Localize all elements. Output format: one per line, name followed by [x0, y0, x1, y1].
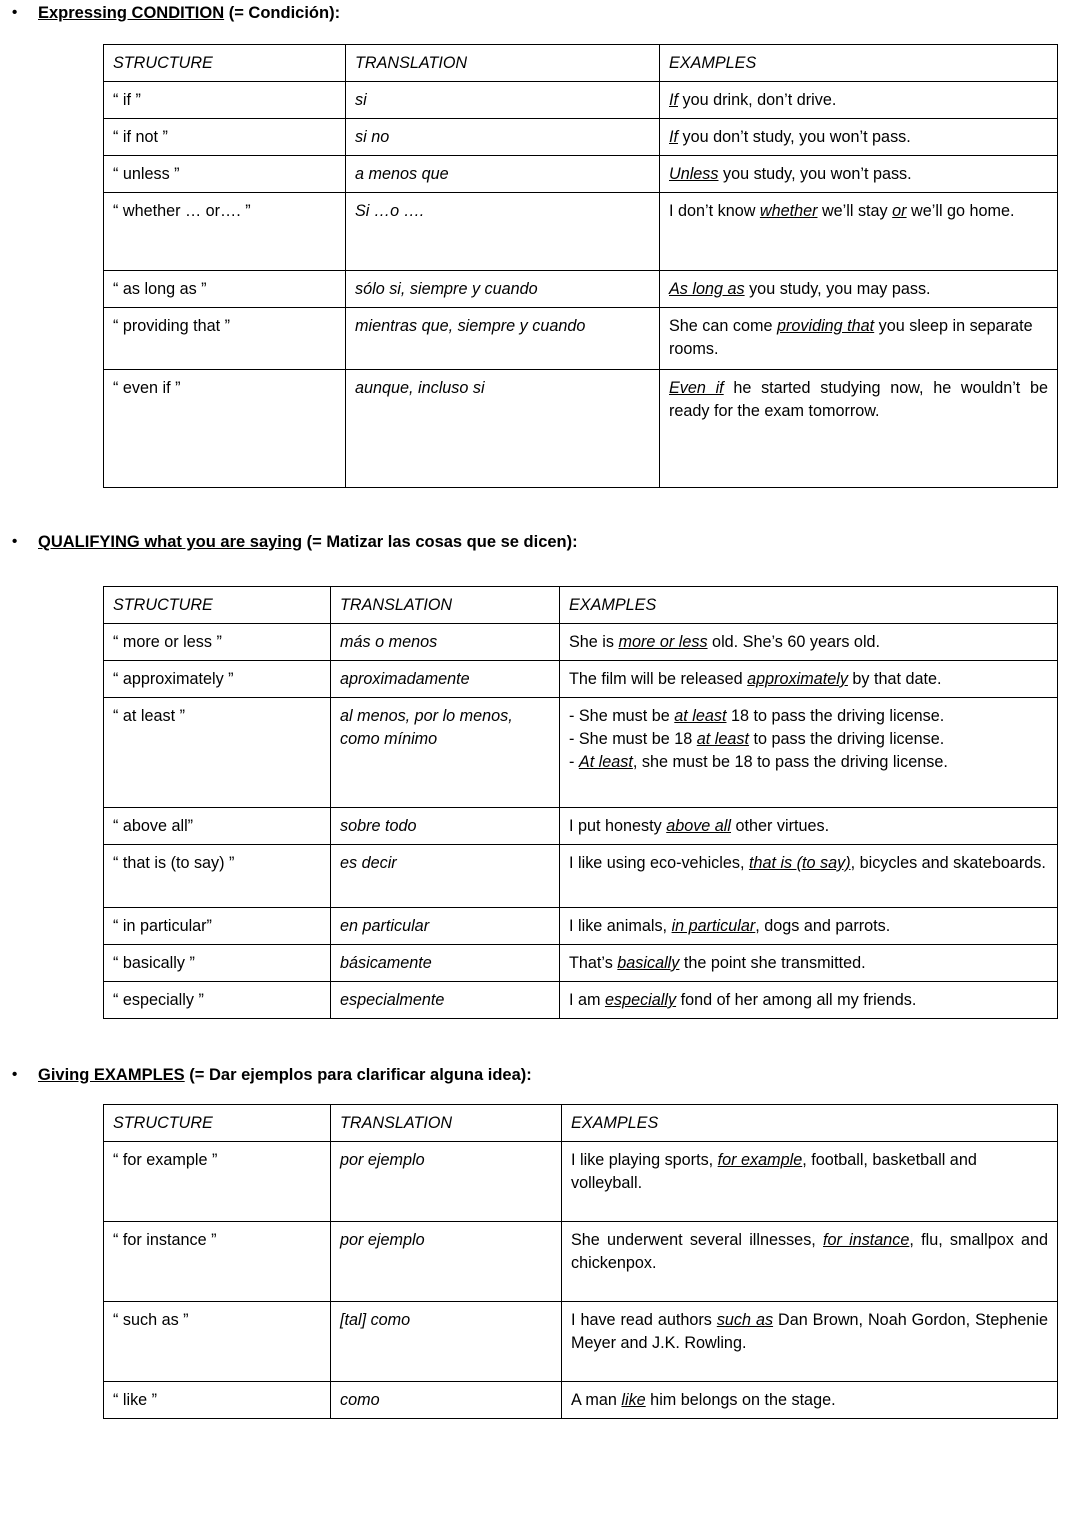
- cell-example: [660, 193, 1058, 271]
- cell-translation: es decir: [331, 845, 560, 908]
- cell-example: [560, 945, 1058, 982]
- example-text: I put honesty: [569, 817, 667, 835]
- column-header-structure: STRUCTURE: [104, 45, 346, 82]
- section-heading-text: [38, 1066, 532, 1086]
- example-emphasis: Even if: [669, 379, 724, 397]
- cell-structure: “ at least ”: [104, 698, 331, 808]
- column-header-examples: EXAMPLES: [560, 587, 1058, 624]
- cell-structure: “ like ”: [104, 1382, 331, 1419]
- example-text: I have read authors: [571, 1311, 717, 1329]
- cell-example: [562, 1142, 1058, 1222]
- example-text: That’s: [569, 954, 618, 972]
- cell-example: [560, 808, 1058, 845]
- example-text: you study, you won’t pass.: [718, 165, 912, 183]
- example-text: A man: [571, 1391, 622, 1409]
- cell-translation: como: [331, 1382, 562, 1419]
- example-emphasis: at least: [696, 730, 749, 748]
- qualifying-table: [103, 586, 1058, 1019]
- example-emphasis: at least: [674, 707, 727, 725]
- section-heading-rest: (= Condición):: [224, 4, 341, 22]
- cell-structure: “ if ”: [104, 82, 346, 119]
- cell-translation: al menos, por lo menos, como mínimo: [331, 698, 560, 808]
- example-text: She is: [569, 633, 619, 651]
- table-row: [104, 1302, 1058, 1382]
- cell-translation: por ejemplo: [331, 1142, 562, 1222]
- section-heading-text: [38, 533, 578, 553]
- section-heading-text: [38, 4, 340, 24]
- example-text: you sleep in separate rooms.: [669, 317, 1033, 358]
- cell-translation: a menos que: [346, 156, 660, 193]
- cell-structure: “ for example ”: [104, 1142, 331, 1222]
- cell-translation: aunque, incluso si: [346, 370, 660, 488]
- example-text: he started studying now, he wouldn’t be ready for the exam tomorrow.: [669, 379, 1048, 420]
- cell-structure: “ if not ”: [104, 119, 346, 156]
- column-header-examples: EXAMPLES: [660, 45, 1058, 82]
- cell-example: [560, 908, 1058, 945]
- cell-translation: básicamente: [331, 945, 560, 982]
- cell-example: [660, 271, 1058, 308]
- example-line: [569, 751, 1048, 774]
- cell-translation: más o menos: [331, 624, 560, 661]
- example-text: , she must be 18 to pass the driving license.: [632, 753, 948, 771]
- section-heading-examples: [0, 1066, 532, 1086]
- example-text: -: [569, 753, 579, 771]
- table-row: [104, 308, 1058, 370]
- examples-table: [103, 1104, 1058, 1419]
- example-text: Dan Brown, Noah Gordon, Stephenie Meyer and J.K. Rowling.: [571, 1311, 1048, 1352]
- cell-structure: “ in particular”: [104, 908, 331, 945]
- cell-structure: “ whether … or…. ”: [104, 193, 346, 271]
- cell-example: [660, 370, 1058, 488]
- example-emphasis: that is (to say): [748, 854, 851, 872]
- table-header-row: [104, 587, 1058, 624]
- example-emphasis: If: [669, 128, 678, 146]
- example-line: [569, 705, 1048, 728]
- example-emphasis: for instance: [823, 1231, 910, 1249]
- section-heading-rest: (= Dar ejemplos para clarificar alguna idea):: [184, 1066, 532, 1084]
- table-row: [104, 1222, 1058, 1302]
- example-text: The film will be released: [569, 670, 748, 688]
- example-text: I like using eco-vehicles,: [569, 854, 749, 872]
- table-row: [104, 661, 1058, 698]
- example-text: I don’t know: [669, 202, 760, 220]
- table-row: [104, 370, 1058, 488]
- table-row: [104, 945, 1058, 982]
- section-heading-condition: [0, 4, 340, 24]
- cell-translation: por ejemplo: [331, 1222, 562, 1302]
- cell-translation: si no: [346, 119, 660, 156]
- table-row: [104, 271, 1058, 308]
- section-heading-underlined: Expressing CONDITION: [38, 4, 225, 22]
- example-emphasis: more or less: [618, 633, 708, 651]
- example-emphasis: Unless: [669, 165, 719, 183]
- example-text: I like animals,: [569, 917, 672, 935]
- column-header-structure: STRUCTURE: [104, 1105, 331, 1142]
- column-header-examples: EXAMPLES: [562, 1105, 1058, 1142]
- section-heading-underlined: QUALIFYING what you are saying: [38, 533, 303, 551]
- cell-structure: “ especially ”: [104, 982, 331, 1019]
- example-emphasis: above all: [666, 817, 732, 835]
- example-emphasis: like: [621, 1391, 646, 1409]
- example-emphasis: for example: [717, 1151, 803, 1169]
- column-header-translation: TRANSLATION: [346, 45, 660, 82]
- section-heading-qualifying: [0, 533, 578, 553]
- cell-example: [562, 1382, 1058, 1419]
- example-text: , bicycles and skateboards.: [850, 854, 1046, 872]
- table-row: [104, 119, 1058, 156]
- example-text: She can come: [669, 317, 777, 335]
- example-emphasis-2: or: [892, 202, 907, 220]
- cell-structure: “ for instance ”: [104, 1222, 331, 1302]
- example-emphasis: in particular: [671, 917, 756, 935]
- example-text: other virtues.: [731, 817, 830, 835]
- example-emphasis: At least: [578, 753, 633, 771]
- example-text: , flu, smallpox and chickenpox.: [571, 1231, 1049, 1272]
- example-text: the point she transmitted.: [679, 954, 866, 972]
- example-emphasis: such as: [716, 1311, 774, 1329]
- example-text: - She must be 18: [569, 730, 697, 748]
- cell-translation: en particular: [331, 908, 560, 945]
- table-row: [104, 624, 1058, 661]
- table-row: [104, 156, 1058, 193]
- cell-structure: “ above all”: [104, 808, 331, 845]
- table-row: [104, 845, 1058, 908]
- table-row: [104, 82, 1058, 119]
- example-text: we’ll go home.: [906, 202, 1015, 220]
- cell-translation: si: [346, 82, 660, 119]
- bullet-icon: •: [12, 533, 18, 550]
- cell-example: [660, 119, 1058, 156]
- cell-example: [560, 624, 1058, 661]
- bullet-icon: •: [12, 1066, 18, 1083]
- cell-example: [660, 308, 1058, 370]
- condition-table: [103, 44, 1058, 488]
- example-text: you don’t study, you won’t pass.: [678, 128, 911, 146]
- table-row: [104, 808, 1058, 845]
- cell-example: [562, 1222, 1058, 1302]
- cell-translation: sólo si, siempre y cuando: [346, 271, 660, 308]
- cell-structure: “ even if ”: [104, 370, 346, 488]
- section-heading-underlined: Giving EXAMPLES: [38, 1066, 185, 1084]
- cell-translation: especialmente: [331, 982, 560, 1019]
- cell-translation: aproximadamente: [331, 661, 560, 698]
- cell-translation: [tal] como: [331, 1302, 562, 1382]
- cell-example: [660, 82, 1058, 119]
- cell-structure: “ that is (to say) ”: [104, 845, 331, 908]
- table-row: [104, 1142, 1058, 1222]
- table-row: [104, 1382, 1058, 1419]
- example-text: She underwent several illnesses,: [571, 1231, 823, 1249]
- example-text: - She must be: [569, 707, 675, 725]
- example-text: him belongs on the stage.: [645, 1391, 836, 1409]
- column-header-structure: STRUCTURE: [104, 587, 331, 624]
- cell-structure: “ basically ”: [104, 945, 331, 982]
- example-emphasis: whether: [759, 202, 818, 220]
- cell-translation: mientras que, siempre y cuando: [346, 308, 660, 370]
- example-text: 18 to pass the driving license.: [726, 707, 945, 725]
- cell-structure: “ unless ”: [104, 156, 346, 193]
- example-text: you study, you may pass.: [744, 280, 931, 298]
- example-text: , football, basketball and volleyball.: [571, 1151, 977, 1192]
- example-text: you drink, don’t drive.: [678, 91, 837, 109]
- bullet-icon: •: [12, 4, 18, 21]
- example-line: [569, 728, 1048, 751]
- example-emphasis: providing that: [776, 317, 875, 335]
- cell-example: [560, 698, 1058, 808]
- cell-example: [562, 1302, 1058, 1382]
- table-row: [104, 908, 1058, 945]
- example-emphasis: If: [669, 91, 678, 109]
- cell-example: [560, 661, 1058, 698]
- example-text: by that date.: [847, 670, 942, 688]
- table-header-row: [104, 45, 1058, 82]
- table-header-row: [104, 1105, 1058, 1142]
- cell-structure: “ approximately ”: [104, 661, 331, 698]
- cell-structure: “ such as ”: [104, 1302, 331, 1382]
- example-text: to pass the driving license.: [748, 730, 945, 748]
- example-text: I am: [569, 991, 605, 1009]
- example-emphasis: As long as: [669, 280, 745, 298]
- section-heading-rest: (= Matizar las cosas que se dicen):: [302, 533, 578, 551]
- example-text: old. She’s 60 years old.: [707, 633, 881, 651]
- example-emphasis: approximately: [747, 670, 848, 688]
- example-text: , dogs and parrots.: [755, 917, 891, 935]
- cell-example: [560, 845, 1058, 908]
- example-emphasis: especially: [604, 991, 677, 1009]
- example-text-mid: we’ll stay: [817, 202, 893, 220]
- table-row: [104, 193, 1058, 271]
- cell-translation: Si …o ….: [346, 193, 660, 271]
- table-row: [104, 982, 1058, 1019]
- example-text: fond of her among all my friends.: [676, 991, 917, 1009]
- example-emphasis: basically: [617, 954, 680, 972]
- cell-structure: “ more or less ”: [104, 624, 331, 661]
- column-header-translation: TRANSLATION: [331, 1105, 562, 1142]
- cell-structure: “ providing that ”: [104, 308, 346, 370]
- cell-example: [660, 156, 1058, 193]
- cell-structure: “ as long as ”: [104, 271, 346, 308]
- column-header-translation: TRANSLATION: [331, 587, 560, 624]
- cell-example: [560, 982, 1058, 1019]
- cell-translation: sobre todo: [331, 808, 560, 845]
- example-text: I like playing sports,: [571, 1151, 718, 1169]
- table-row: [104, 698, 1058, 808]
